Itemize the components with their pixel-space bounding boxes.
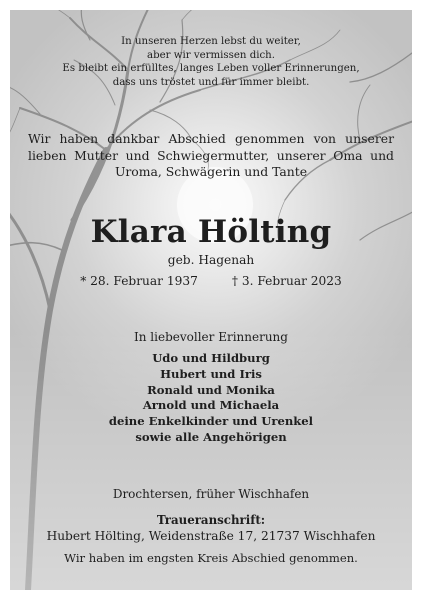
family-list — [10, 351, 412, 446]
family-member: Ronald und Monika — [147, 382, 275, 397]
death-date: † 3. Februar 2023 — [231, 274, 342, 288]
family-member: Udo und Hildburg — [152, 351, 270, 365]
family-member: deine Enkelkinder und Urenkel — [108, 414, 314, 429]
memory-label: In liebevoller Erinnerung — [134, 330, 288, 344]
mourning-address-label: Traueranschrift: — [156, 513, 266, 527]
poem — [10, 35, 412, 89]
birth-name: geb. Hagenah — [167, 253, 255, 267]
closing-note: Wir haben im engsten Kreis Abschied genommen. — [64, 551, 358, 565]
mourning-address: Hubert Hölting, Weidenstraße 17, 21737 Wischhafen — [46, 529, 376, 543]
intro-text: Wir haben dankbar Abschied genommen von unserer lieben Mutter und Schwiegermutter, unserer Oma und Uroma, Schwägerin und Tante — [28, 131, 394, 180]
place: Drochtersen, früher Wischhafen — [112, 487, 310, 501]
poem-line: dass uns tröstet und für immer bleibt. — [112, 76, 310, 88]
family-member: Arnold und Michaela — [142, 398, 280, 413]
obituary-card — [10, 10, 412, 590]
family-member: Hubert und Iris — [160, 366, 262, 381]
poem-line: In unseren Herzen lebst du weiter, — [121, 36, 301, 47]
poem-line: Es bleibt ein erfülltes, langes Leben voller Erinnerungen, — [62, 63, 360, 75]
deceased-name: Klara Hölting — [90, 214, 332, 250]
family-member: sowie alle Angehörigen — [135, 429, 287, 444]
life-dates — [10, 273, 412, 289]
birth-date: * 28. Februar 1937 — [80, 274, 198, 288]
poem-line: aber wir vermissen dich. — [147, 49, 275, 61]
